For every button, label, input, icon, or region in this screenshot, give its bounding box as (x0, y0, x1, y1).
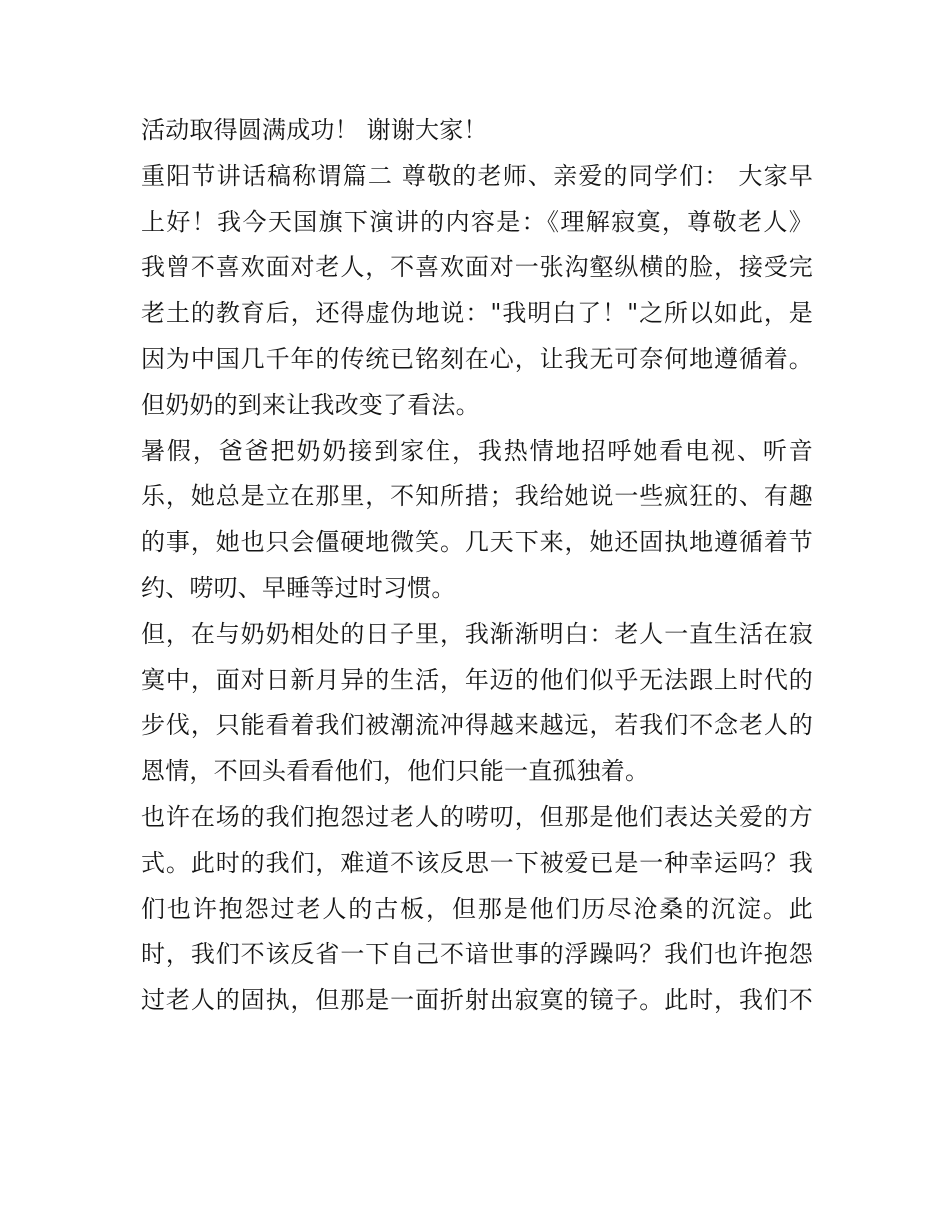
text-line: 暑假，爸爸把奶奶接到家住，我热情地招呼她看电视、听音 (141, 436, 813, 465)
text-line: 时，我们不该反省一下自己不谙世事的浮躁吗？我们也许抱怨 (141, 940, 813, 969)
text-line: 寞中，面对日新月异的生活，年迈的他们似乎无法跟上时代的 (141, 665, 813, 694)
text-line: 乐，她总是立在那里，不知所措；我给她说一些疯狂的、有趣 (141, 482, 813, 511)
text-line: 式。此时的我们，难道不该反思一下被爱已是一种幸运吗？我 (141, 848, 813, 877)
text-line: 因为中国几千年的传统已铭刻在心，让我无可奈何地遵循着。 (141, 344, 813, 373)
text-line: 步伐，只能看着我们被潮流冲得越来越远，若我们不念老人的 (141, 711, 813, 740)
text-line: 过老人的固执，但那是一面折射出寂寞的镜子。此时，我们不 (141, 986, 813, 1015)
text-line: 但奶奶的到来让我改变了看法。 (141, 390, 480, 419)
text-line: 也许在场的我们抱怨过老人的唠叨，但那是他们表达关爱的方 (141, 802, 813, 831)
text-line: 但，在与奶奶相处的日子里，我渐渐明白：老人一直生活在寂 (141, 619, 813, 648)
text-line: 们也许抱怨过老人的古板，但那是他们历尽沧桑的沉淀。此 (141, 894, 813, 923)
text-line: 恩情，不回头看看他们，他们只能一直孤独着。 (141, 757, 650, 786)
text-line: 的事，她也只会僵硬地微笑。几天下来，她还固执地遵循着节 (141, 528, 813, 557)
text-line: 活动取得圆满成功！ 谢谢大家！ (141, 116, 488, 144)
text-line: 约、唠叨、早睡等过时习惯。 (141, 573, 456, 602)
text-line: 我曾不喜欢面对老人，不喜欢面对一张沟壑纵横的脸，接受完 (141, 253, 813, 282)
speech-text (141, 108, 813, 1024)
text-line: 上好！我今天国旗下演讲的内容是：《理解寂寞，尊敬老人》 (141, 207, 813, 236)
text-line: 重阳节讲话稿称谓篇二 尊敬的老师、亲爱的同学们： 大家早 (141, 161, 813, 190)
text-line: 老土的教育后，还得虚伪地说："我明白了！"之所以如此，是 (141, 299, 813, 328)
